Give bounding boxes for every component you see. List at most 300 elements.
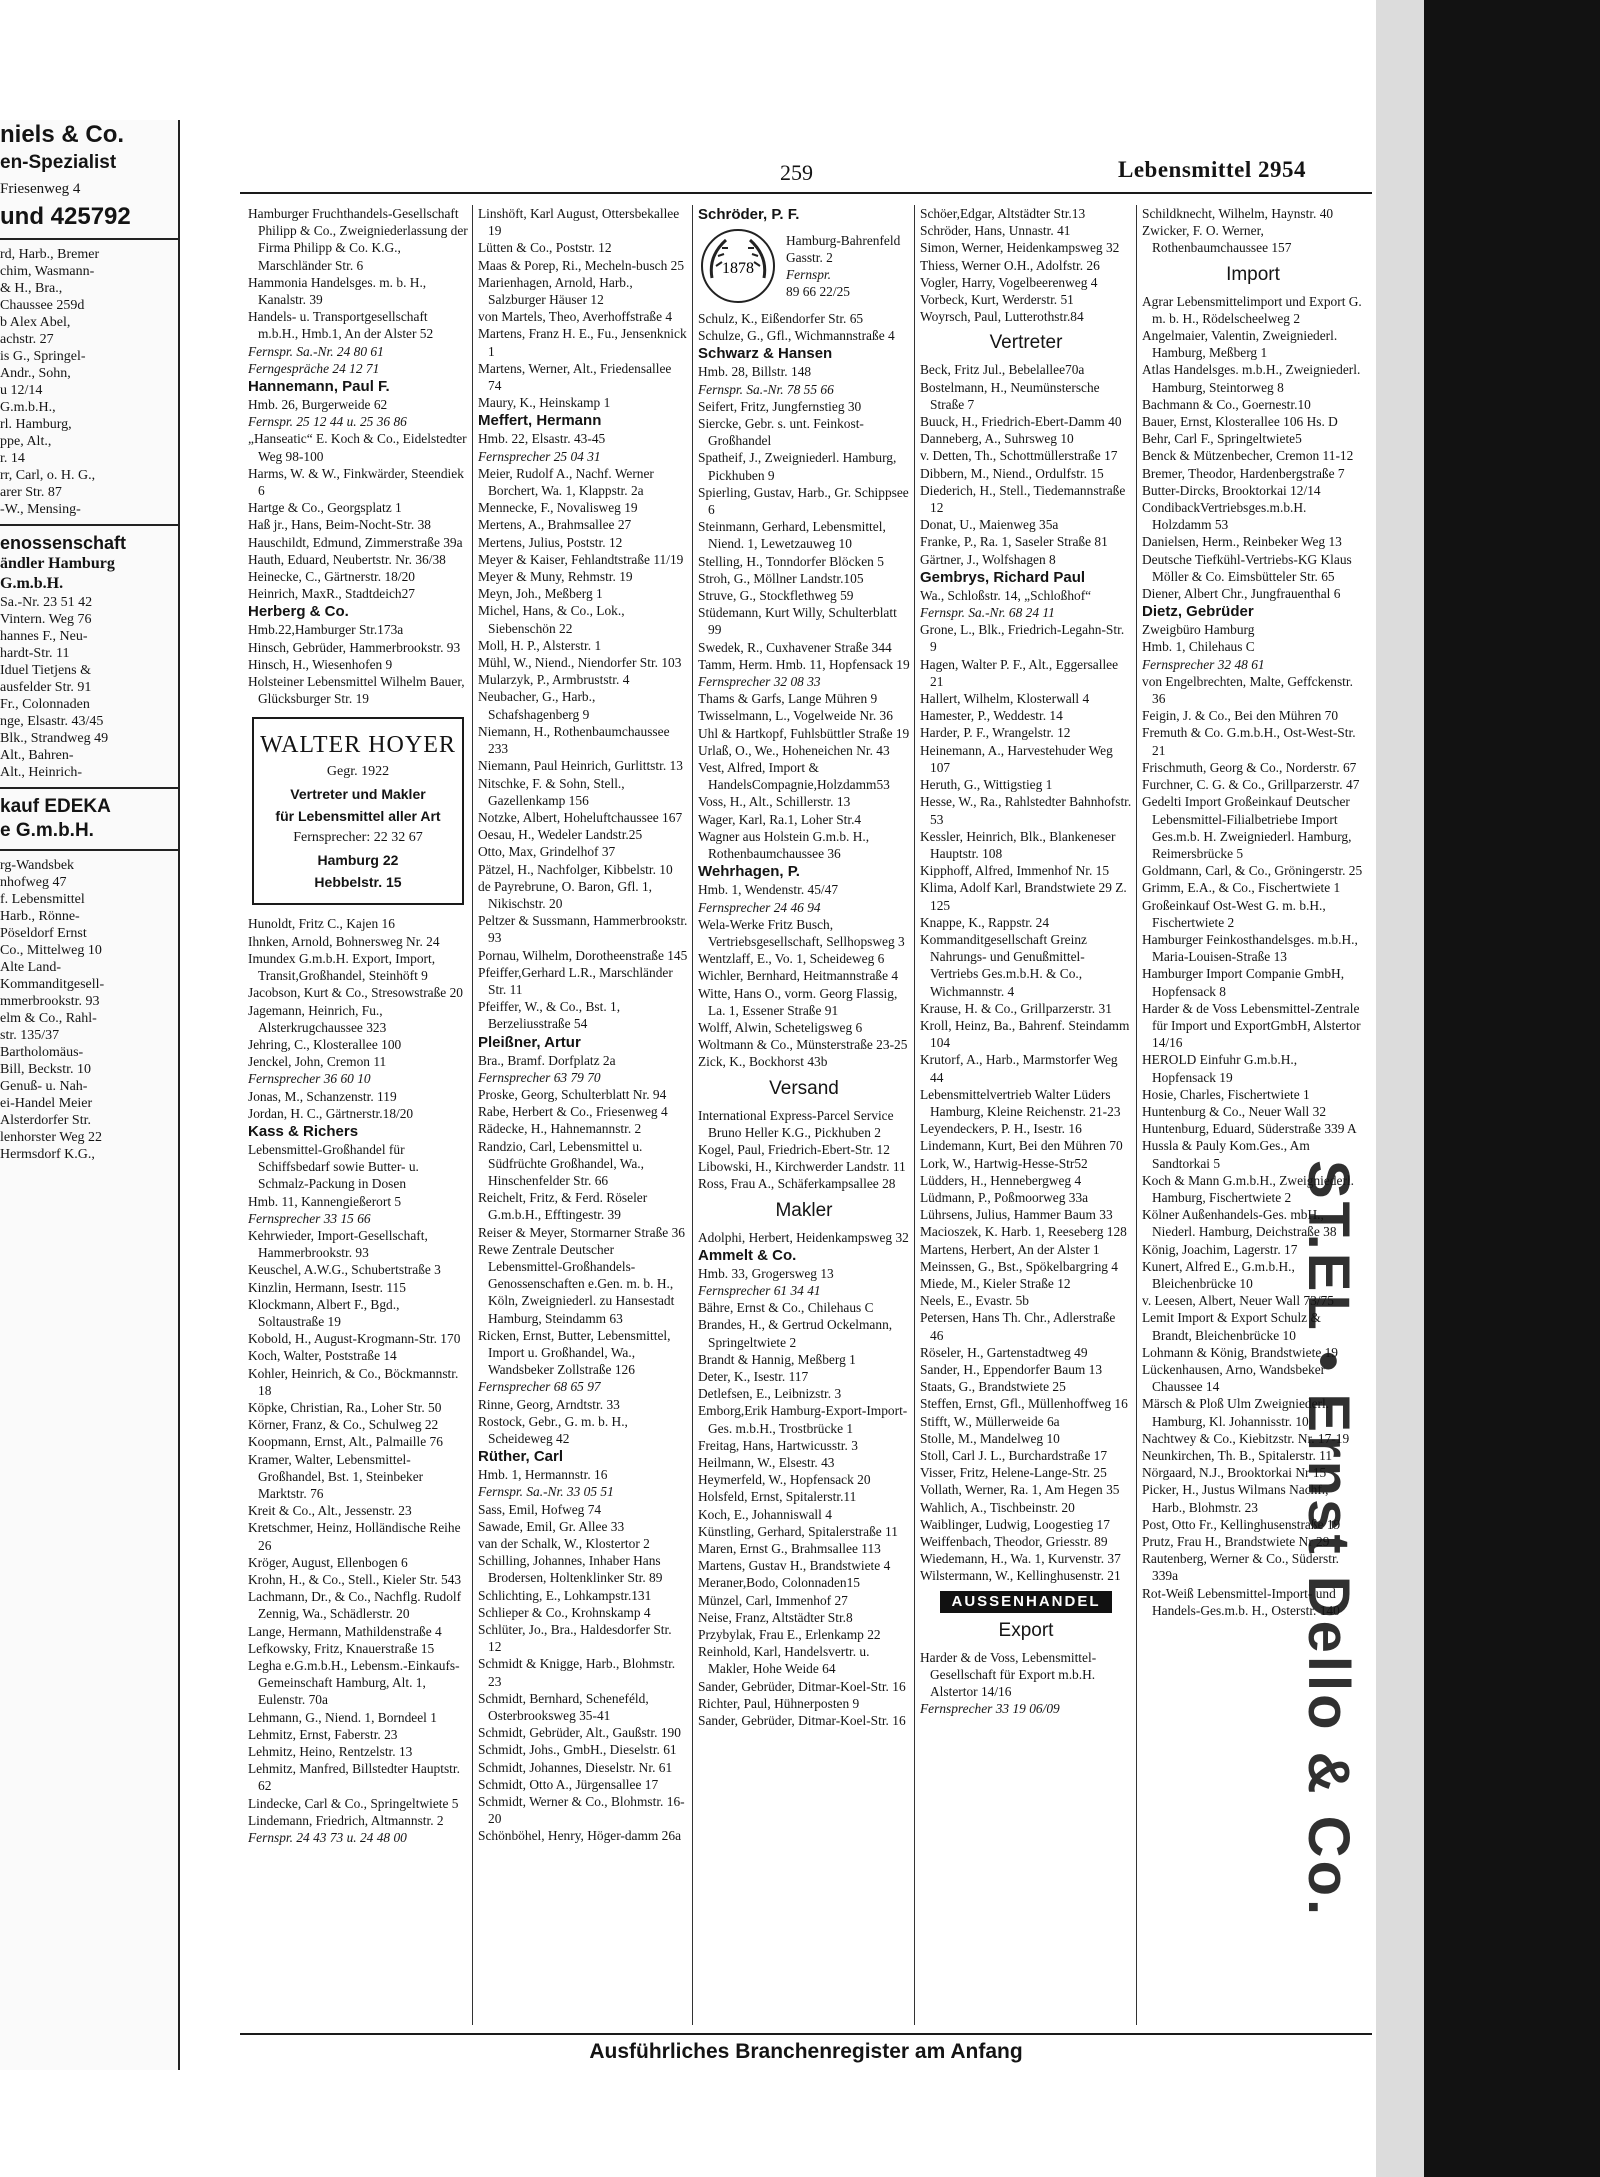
- directory-entry: Lehmann, G., Niend. 1, Borndeel 1: [248, 1709, 437, 1725]
- edge-rule: [0, 787, 178, 789]
- directory-entry: Angelmaier, Valentin, Zweigniederl. Hamburg, Meßberg 1: [1142, 328, 1338, 361]
- directory-entry: Kessler, Heinrich, Blk., Blankeneser Hauptstr. 108: [920, 828, 1116, 861]
- directory-entry: Harder & de Voss Lebensmittel-Zentrale für Import und ExportGmbH, Alstertor 14/16: [1142, 1000, 1361, 1051]
- directory-entry: Notzke, Albert, Hoheluftchaussee 167: [478, 809, 683, 825]
- directory-entry: Nitschke, F. & Sohn, Stell., Gazellenkamp 156: [478, 775, 625, 808]
- ad-street: Hebbelstr. 15: [314, 874, 402, 891]
- directory-entry: Knappe, K., Rappstr. 24: [920, 914, 1050, 930]
- directory-entry: Meyer & Kaiser, Fehlandtstraße 11/19: [478, 551, 684, 567]
- ad-city: Hamburg 22: [317, 852, 399, 869]
- directory-entry: Hamburger Feinkosthandelsges. m.b.H., Maria-Louisen-Straße 13: [1142, 931, 1358, 965]
- directory-entry: Frischmuth, Georg & Co., Norderstr. 67: [1142, 759, 1357, 775]
- directory-entry: Rot-Weiß Lebensmittel-Import- und Handels-Ges.m.b. H., Osterstr. 140: [1142, 1585, 1340, 1618]
- directory-entry: Voss, H., Alt., Schillerstr. 13: [698, 794, 851, 810]
- directory-entry: Handels- u. Transportgesellschaft m.b.H., Hmb.1, An der Alster 52: [248, 309, 434, 342]
- directory-entry: Koch, Walter, Poststraße 14: [248, 1348, 397, 1364]
- directory-entry: Hmb. 1, Hermannstr. 16: [478, 1467, 608, 1483]
- footer-rule: [240, 2033, 1372, 2035]
- edge-text-line: Alt., Heinrich-: [0, 765, 83, 780]
- directory-entry: Bachmann & Co., Goernestr.10: [1142, 396, 1311, 412]
- edge-text-line: ei-Handel Meier: [0, 1096, 93, 1111]
- directory-entry: Dibbern, M., Niend., Ordulfstr. 15: [920, 465, 1104, 481]
- directory-entry: Schmidt, Johannes, Dieselstr. Nr. 61: [478, 1759, 673, 1775]
- directory-entry: Klockmann, Albert F., Bgd., Soltaustraße 19: [248, 1296, 400, 1329]
- column-2: [478, 205, 688, 2025]
- edge-text-line: Andr., Sohn,: [0, 366, 71, 381]
- directory-entry: Michel, Hans, & Co., Lok., Siebenschön 22: [478, 603, 625, 636]
- directory-entry: Schulze, G., Gfl., Wichmannstraße 4: [698, 328, 895, 344]
- entry-list: [1142, 621, 1364, 1619]
- section-title: Lebensmittel 2954: [1118, 157, 1307, 182]
- edge-edeka-a: kauf EDEKA: [0, 796, 111, 817]
- directory-entry: Heruth, G., Wittigstieg 1: [920, 777, 1053, 793]
- bold-entry: Gembrys, Richard Paul: [920, 568, 1086, 586]
- directory-entry: „Hanseatic“ E. Koch & Co., Eidelstedter Weg 98-100: [248, 431, 467, 464]
- directory-entry: Schöer,Edgar, Altstädter Str.13: [920, 206, 1086, 221]
- edge-text-line: Blk., Strandweg 49: [0, 731, 109, 746]
- directory-entry: Reichelt, Fritz, & Ferd. Röseler G.m.b.H., Efftingestr. 39: [478, 1190, 648, 1223]
- directory-entry: Schmidt, Otto A., Jürgensallee 17: [478, 1776, 659, 1792]
- directory-entry: Ihnken, Arnold, Bohnersweg Nr. 24: [248, 933, 440, 949]
- directory-entry: Brandes, H., & Gertrud Ockelmann, Springeltwiete 2: [698, 1317, 893, 1350]
- edge-ad-name: niels & Co.: [0, 121, 125, 148]
- directory-entry: Rautenberg, Werner & Co., Süderstr. 339a: [1142, 1551, 1340, 1584]
- directory-entry: Lüdmann, P., Poßmoorweg 33a: [920, 1189, 1089, 1205]
- heading-makler: Makler: [775, 1199, 833, 1221]
- directory-entry: Otto, Max, Grindelhof 37: [478, 844, 616, 860]
- directory-entry: Hussla & Pauly Kom.Ges., Am Sandtorkai 5: [1142, 1138, 1310, 1171]
- directory-entry: Koch, E., Johanniswall 4: [698, 1506, 832, 1522]
- directory-entry: Lork, W., Hartwig-Hesse-Str52: [920, 1155, 1088, 1171]
- ad-line-1: Vertreter und Makler: [290, 786, 426, 803]
- directory-entry: Fernsprecher 68 65 97: [478, 1379, 601, 1395]
- directory-entry: Gärtner, J., Wolfshagen 8: [920, 551, 1056, 567]
- directory-entry: Meinssen, G., Bst., Spökelbargring 4: [920, 1258, 1119, 1274]
- directory-entry: HEROLD Einfuhr G.m.b.H., Hopfensack 19: [1142, 1052, 1298, 1085]
- directory-entry: Schlichting, E., Lohkampstr.131: [478, 1587, 652, 1603]
- edge-text-line: G.m.b.H.,: [0, 400, 56, 415]
- directory-entry: Körner, Franz, & Co., Schulweg 22: [248, 1417, 439, 1433]
- directory-entry: Reiser & Meyer, Stormarner Straße 36: [478, 1224, 685, 1240]
- directory-entry: Keuschel, A.W.G., Schubertstraße 3: [248, 1262, 441, 1278]
- directory-entry: Martens, Franz H. E., Fu., Jensenknick 1: [478, 326, 687, 359]
- directory-entry: Mühl, W., Niend., Niendorfer Str. 103: [478, 655, 682, 671]
- directory-entry: Oesau, H., Wedeler Landstr.25: [478, 827, 643, 843]
- edge-text-line: rr, Carl, o. H. G.,: [0, 468, 96, 483]
- directory-entry: Urlaß, O., We., Hoheneichen Nr. 43: [698, 742, 890, 758]
- directory-entry: Hallert, Wilhelm, Klosterwall 4: [920, 691, 1090, 707]
- edge-text-line: Co., Mittelweg 10: [0, 943, 102, 958]
- edge-text-line: Alsterdorfer Str.: [0, 1113, 91, 1128]
- directory-entry: Schröder, Hans, Unnastr. 41: [920, 223, 1071, 239]
- directory-entry: Buuck, H., Friedrich-Ebert-Damm 40: [920, 414, 1122, 430]
- directory-entry: von Engelbrechten, Malte, Geffckenstr. 36: [1142, 673, 1353, 707]
- directory-entry: Fernspr. 24 43 73 u. 24 48 00: [248, 1830, 407, 1846]
- edge-text-line: Bill, Beckstr. 10: [0, 1062, 91, 1077]
- directory-entry: Kroll, Heinz, Ba., Bahrenf. Steindamm 104: [920, 1017, 1130, 1051]
- directory-entry: Hinsch, Gebrüder, Hammerbrookstr. 93: [248, 639, 461, 655]
- ad-title: WALTER HOYER: [260, 732, 456, 759]
- directory-entry: Fremuth & Co. G.m.b.H., Ost-West-Str. 21: [1142, 725, 1356, 758]
- directory-entry: Lachmann, Dr., & Co., Nachflg. Rudolf Zennig, Wa., Schädlerstr. 20: [248, 1589, 462, 1622]
- directory-entry: Meyer & Muny, Rehmstr. 19: [478, 569, 633, 585]
- entry-list: [1142, 205, 1364, 257]
- directory-entry: Ferngespräche 24 12 71: [248, 360, 380, 376]
- directory-entry: Furchner, C. G. & Co., Grillparzerstr. 47: [1142, 777, 1360, 793]
- directory-entry: Neunkirchen, Th. B., Spitalerstr. 11: [1142, 1448, 1333, 1464]
- directory-entry: Randzio, Carl, Lebensmittel u. Südfrüchte Großhandel, Wa., Hinschenfelder Str. 66: [478, 1138, 644, 1188]
- entry-list: [920, 205, 1132, 325]
- directory-entry: Steinmann, Gerhard, Lebensmittel, Niend. 1, Lewetzauweg 10: [698, 519, 886, 552]
- directory-entry: Danneberg, A., Suhrsweg 10: [920, 431, 1074, 447]
- directory-entry: Stelling, H., Tonndorfer Blöcken 5: [698, 553, 884, 569]
- directory-entry: Künstling, Gerhard, Spitalerstraße 11: [698, 1523, 898, 1539]
- directory-entry: Münzel, Carl, Immenhof 27: [698, 1592, 848, 1608]
- entry-list: [698, 363, 910, 862]
- column-divider: [914, 205, 915, 2025]
- edge-text-line: hardt-Str. 11: [0, 646, 70, 661]
- directory-entry: Neels, E., Evastr. 5b: [920, 1293, 1029, 1309]
- bold-entry: Kass & Richers: [248, 1122, 359, 1140]
- edge-text-line: u 12/14: [0, 383, 43, 398]
- wreath-logo-icon: [698, 226, 778, 306]
- edge-text-line: Hermsdorf K.G.,: [0, 1147, 95, 1162]
- edge-lines-b: [0, 594, 178, 781]
- directory-entry: Wiedemann, H., Wa. 1, Kurvenstr. 37: [920, 1551, 1121, 1567]
- directory-entry: Schlieper & Co., Krohnskamp 4: [478, 1604, 651, 1620]
- directory-entry: Imundex G.m.b.H. Export, Import, Transit,Großhandel, Steinhöft 9: [248, 950, 436, 984]
- edge-rule: [0, 238, 178, 240]
- edge-text-line: Kommanditgesell-: [0, 977, 105, 992]
- directory-entry: Fernspr. Sa.-Nr. 33 05 51: [478, 1484, 614, 1500]
- directory-entry: Thiess, Werner O.H., Adolfstr. 26: [920, 257, 1100, 273]
- edge-ad-address: Friesenweg 4: [0, 181, 81, 197]
- directory-entry: Waiblinger, Ludwig, Loogestieg 17: [920, 1516, 1110, 1532]
- directory-entry: Mennecke, F., Novalisweg 19: [478, 500, 638, 516]
- edge-text-line: ppe, Alt.,: [0, 434, 52, 449]
- directory-entry: International Express-Parcel Service Bruno Heller K.G., Pickhuben 2: [698, 1107, 894, 1140]
- entry-list: [478, 1466, 688, 1844]
- directory-entry: Staats, G., Brandstwiete 25: [920, 1379, 1066, 1395]
- directory-entry: Wager, Karl, Ra.1, Loher Str.4: [698, 811, 862, 827]
- directory-entry: Kinzlin, Hermann, Isestr. 115: [248, 1279, 406, 1295]
- edge-coop-gmbh: G.m.b.H.: [0, 575, 64, 592]
- directory-entry: Huntenburg, Eduard, Süderstraße 339 A: [1142, 1121, 1357, 1137]
- edge-ad-specialist: en-Spezialist: [0, 152, 117, 173]
- directory-entry: Fernsprecher 33 15 66: [248, 1210, 371, 1226]
- directory-entry: Lührsens, Julius, Hammer Baum 33: [920, 1207, 1113, 1223]
- directory-entry: Stolle, M., Mandelweg 10: [920, 1430, 1060, 1446]
- edge-text-line: -W., Mensing-: [0, 502, 81, 517]
- ad-line-2: für Lebensmittel aller Art: [275, 808, 441, 825]
- bold-entry: Pleißner, Artur: [478, 1033, 581, 1051]
- directory-entry: Hesse, W., Ra., Rahlstedter Bahnhofstr. 53: [920, 794, 1132, 827]
- directory-entry: Pfeiffer, W., & Co., Bst. 1, Berzeliusstraße 54: [478, 999, 621, 1032]
- edge-text-line: chim, Wasmann-: [0, 264, 95, 279]
- directory-entry: Rädecke, H., Hahnemannstr. 2: [478, 1121, 642, 1137]
- entry-list: [248, 1141, 468, 1846]
- directory-entry: Sass, Emil, Hofweg 74: [478, 1501, 602, 1517]
- directory-entry: Lindecke, Carl & Co., Springeltwiete 5: [248, 1795, 459, 1811]
- directory-entry: Mularzyk, P., Armbruststr. 4: [478, 672, 630, 688]
- directory-entry: Holsfeld, Ernst, Spitalerstr.11: [698, 1489, 857, 1505]
- entry-list: [478, 430, 688, 1032]
- heading-export: Export: [998, 1619, 1054, 1641]
- directory-entry: Jacobson, Kurt & Co., Stresowstraße 20: [248, 985, 463, 1001]
- directory-entry: Lebensmittel-Großhandel für Schiffsbedarf sowie Butter- u. Schmalz-Packung in Dosen: [248, 1141, 419, 1192]
- directory-entry: Kreit & Co., Alt., Jessenstr. 23: [248, 1503, 412, 1519]
- directory-entry: Kobold, H., August-Krogmann-Str. 170: [248, 1331, 461, 1347]
- directory-entry: Thams & Garfs, Lange Mühren 9: [698, 691, 878, 707]
- directory-entry: Richter, Paul, Hühnerposten 9: [698, 1695, 860, 1711]
- banner-aussenhandel: AUSSENHANDEL: [940, 1591, 1112, 1613]
- directory-entry: Hunoldt, Fritz C., Kajen 16: [248, 916, 395, 932]
- directory-entry: Twisselmann, L., Vogelweide Nr. 36: [698, 708, 893, 724]
- edge-text-line: ausfelder Str. 91: [0, 680, 92, 695]
- edge-text-line: r. 14: [0, 451, 25, 466]
- directory-entry: Proske, Georg, Schulterblatt Nr. 94: [478, 1086, 667, 1102]
- entry-list: [248, 396, 468, 602]
- edge-text-line: Harb., Rönne-: [0, 909, 80, 924]
- directory-entry: Krohn, H., & Co., Stell., Kieler Str. 543: [248, 1572, 462, 1587]
- entry-list: [478, 205, 688, 411]
- directory-entry: Struve, G., Stockflethweg 59: [698, 588, 854, 604]
- bold-entry: Schröder, P. F.: [698, 206, 800, 223]
- directory-entry: Goldmann, Carl, & Co., Gröningerstr. 25: [1142, 863, 1363, 879]
- directory-entry: Sander, Gebrüder, Ditmar-Koel-Str. 16: [698, 1678, 906, 1694]
- edge-text-line: Iduel Tietjens &: [0, 663, 92, 678]
- directory-entry: Seifert, Fritz, Jungfernstieg 30: [698, 398, 862, 414]
- edge-rule: [0, 524, 178, 526]
- directory-entry: Marienhagen, Arnold, Harb., Salzburger Häuser 12: [478, 274, 633, 308]
- directory-entry: Freitag, Hans, Hartwicusstr. 3: [698, 1437, 858, 1453]
- directory-entry: Harms, W. & W., Finkwärder, Steendiek 6: [248, 465, 464, 499]
- directory-entry: Sander, H., Eppendorfer Baum 13: [920, 1362, 1103, 1377]
- entry-list: [920, 587, 1132, 1585]
- book-spine: [1376, 0, 1424, 2177]
- directory-entry: Stroh, G., Möllner Landstr.105: [698, 570, 864, 586]
- directory-entry: Holsteiner Lebensmittel Wilhelm Bauer, Glücksburger Str. 19: [248, 674, 465, 707]
- directory-entry: Kehrwieder, Import-Gesellschaft, Hammerbrookstr. 93: [248, 1227, 428, 1261]
- directory-entry: Harder & de Voss, Lebensmittel-Gesellschaft für Export m.b.H. Alstertor 14/16: [920, 1649, 1097, 1700]
- directory-entry: Woyrsch, Paul, Lutterothstr.84: [920, 309, 1084, 325]
- heading-import: Import: [1226, 263, 1280, 285]
- bold-entry: Meffert, Hermann: [478, 412, 602, 430]
- bold-entry: Herberg & Co.: [248, 603, 349, 621]
- directory-entry: Stüdemann, Kurt Willy, Schulterblatt 99: [698, 605, 897, 638]
- edge-text-line: achstr. 27: [0, 332, 54, 347]
- directory-entry: Maren, Ernst G., Brahmsallee 113: [698, 1541, 881, 1556]
- directory-entry: Bähre, Ernst & Co., Chilehaus C: [698, 1300, 874, 1316]
- directory-entry: Fernspr. 25 12 44 u. 25 36 86: [248, 414, 407, 430]
- directory-entry: Kunert, Alfred E., G.m.b.H., Bleichenbrücke 10: [1142, 1258, 1295, 1291]
- directory-entry: Wolff, Alwin, Scheteligsweg 6: [698, 1019, 863, 1035]
- edge-text-line: rd, Harb., Bremer: [0, 247, 100, 262]
- directory-entry: Meraner,Bodo, Colonnaden15: [698, 1575, 860, 1591]
- entry-list: [698, 1107, 910, 1193]
- directory-entry: Mertens, Julius, Poststr. 12: [478, 534, 623, 550]
- directory-entry: Pätzel, H., Nachfolger, Kibbelstr. 10: [478, 861, 673, 877]
- directory-entry: Reinhold, Karl, Handelsvertr. u. Makler, Hohe Weide 64: [698, 1644, 870, 1677]
- logo-address: [786, 232, 900, 301]
- entry-list: [698, 881, 910, 1070]
- directory-entry: Wichler, Bernhard, Heitmannstraße 4: [698, 968, 899, 984]
- directory-entry: van der Schalk, W., Klostertor 2: [478, 1536, 650, 1552]
- directory-entry: Gedelti Import Großeinkauf Deutscher Lebensmittel-Filialbetriebe Import Ges.m.b. H. Zweigniederl. Hamburg, Reimersbrücke 5: [1142, 794, 1352, 861]
- directory-entry: Agrar Lebensmittelimport und Export G. m. b. H., Rödelscheelweg 2: [1142, 293, 1362, 326]
- directory-entry: Schmidt, Bernhard, Scheneféld, Osterbrooksweg 35-41: [478, 1690, 649, 1724]
- directory-entry: Schildknecht, Wilhelm, Haynstr. 40: [1142, 206, 1334, 221]
- directory-entry: Koopmann, Ernst, Alt., Palmaille 76: [248, 1434, 443, 1450]
- edge-rule: [0, 849, 178, 851]
- directory-entry: Schmidt, Johs., GmbH., Dieselstr. 61: [478, 1742, 677, 1758]
- directory-entry: Jonas, M., Schanzenstr. 119: [248, 1088, 397, 1104]
- directory-entry: von Martels, Theo, Averhoffstraße 4: [478, 309, 673, 325]
- directory-entry: v. Detten, Th., Schottmüllerstraße 17: [920, 448, 1118, 464]
- directory-entry: Prutz, Frau H., Brandstwiete Nr 29: [1142, 1534, 1330, 1550]
- directory-entry: Hagen, Walter P. F., Alt., Eggersallee 21: [920, 656, 1119, 689]
- edge-lines-c: [0, 857, 178, 1163]
- logo-address-line: Fernspr.: [786, 267, 832, 282]
- ad-phone: Fernsprecher: 22 32 67: [293, 830, 423, 846]
- directory-entry: Haß jr., Hans, Beim-Nocht-Str. 38: [248, 517, 431, 533]
- entry-list: [248, 205, 468, 377]
- column-divider: [692, 205, 693, 2025]
- edge-text-line: str. 135/37: [0, 1028, 60, 1043]
- directory-entry: Pornau, Wilhelm, Dorotheenstraße 145: [478, 947, 688, 963]
- directory-entry: Großeinkauf Ost-West G. m. b.H., Fischertwiete 2: [1142, 897, 1326, 930]
- directory-entry: Grone, L., Blk., Friedrich-Legahn-Str. 9: [920, 622, 1125, 655]
- directory-entry: Simon, Werner, Heidenkampsweg 32: [920, 240, 1120, 256]
- directory-entry: Fernsprecher 33 19 06/09: [920, 1701, 1060, 1717]
- directory-entry: Fernsprecher 36 60 10: [248, 1071, 371, 1087]
- bold-entry: Dietz, Gebrüder: [1142, 603, 1254, 621]
- directory-entry: Wilstermann, W., Kellinghusenstr. 21: [920, 1568, 1121, 1584]
- directory-entry: Vogler, Harry, Vogelbeerenweg 4: [920, 274, 1098, 290]
- bold-entry: Rüther, Carl: [478, 1448, 564, 1466]
- directory-entry: Zweigbüro Hamburg: [1142, 622, 1255, 638]
- edge-lines-a: [0, 246, 178, 518]
- directory-entry: Donat, U., Maienweg 35a: [920, 517, 1059, 533]
- directory-entry: Behr, Carl F., Springeltwiete5: [1142, 431, 1302, 447]
- directory-entry: Heinecke, C., Gärtnerstr. 18/20: [248, 569, 415, 585]
- directory-entry: Schmidt, Werner & Co., Blohmstr. 16-20: [478, 1794, 685, 1827]
- directory-entry: Fernsprecher 63 79 70: [478, 1069, 601, 1085]
- directory-entry: Schlüter, Jo., Bra., Haldesdorfer Str. 12: [478, 1622, 672, 1655]
- directory-entry: Kogel, Paul, Friedrich-Ebert-Str. 12: [698, 1141, 890, 1157]
- directory-entry: Koch & Mann G.m.b.H., Zweigniederl. Hamburg, Fischertwiete 2: [1142, 1172, 1354, 1205]
- directory-entry: Hauschildt, Edmund, Zimmerstraße 39a: [248, 534, 463, 550]
- logo-address-line: 89 66 22/25: [786, 284, 850, 300]
- directory-entry: Schulz, K., Eißendorfer Str. 65: [698, 311, 864, 326]
- directory-entry: Hammonia Handelsges. m. b. H., Kanalstr. 39: [248, 274, 427, 308]
- directory-entry: Fernsprecher 32 48 61: [1142, 656, 1265, 672]
- directory-entry: Hamburger Fruchthandels-Gesellschaft Philipp & Co., Zweigniederlassung der Firma Philipp & Co. K.G., Marschländer Str. 6: [248, 206, 468, 273]
- entry-list: [698, 1265, 910, 1729]
- directory-entry: Niemann, H., Rothenbaumchaussee 233: [478, 723, 670, 757]
- edge-text-line: rg-Wandsbek: [0, 858, 75, 873]
- directory-entry: Pfeiffer,Gerhard L.R., Marschländer Str. 11: [478, 964, 673, 997]
- directory-entry: Köpke, Christian, Ra., Loher Str. 50: [248, 1399, 442, 1415]
- directory-entry: Lütten & Co., Poststr. 12: [478, 240, 612, 256]
- directory-entry: Fernsprecher 25 04 31: [478, 448, 601, 464]
- entry-list: [248, 915, 468, 1121]
- directory-entry: Schönböhel, Henry, Höger-damm 26a: [478, 1828, 682, 1844]
- directory-entry: Nachtwey & Co., Kiebitzstr. Nr. 17-19: [1142, 1430, 1350, 1446]
- entry-list: [478, 1052, 688, 1448]
- directory-entry: Brandt & Hannig, Meßberg 1: [698, 1351, 856, 1367]
- directory-entry: Lohmann & König, Brandstwiete 19: [1142, 1344, 1338, 1360]
- edge-text-line: Sa.-Nr. 23 51 42: [0, 595, 93, 610]
- directory-entry: Stoll, Carl J. L., Burchardstraße 17: [920, 1448, 1108, 1464]
- directory-entry: Kretschmer, Heinz, Holländische Reihe 26: [248, 1520, 461, 1553]
- column-divider: [1136, 205, 1137, 2025]
- edge-ad-phone: und 425792: [0, 203, 131, 230]
- directory-entry: Franke, P., Ra. 1, Saseler Straße 81: [920, 534, 1108, 550]
- directory-entry: Visser, Fritz, Helene-Lange-Str. 25: [920, 1465, 1107, 1481]
- directory-entry: Hmb. 22, Elsastr. 43-45: [478, 431, 606, 447]
- directory-entry: Jehring, C., Klosterallee 100: [248, 1036, 402, 1052]
- directory-entry: Bauer, Ernst, Klosterallee 106 Hs. D: [1142, 414, 1338, 430]
- directory-entry: Lückenhausen, Arno, Wandsbeker Chaussee 14: [1142, 1362, 1326, 1395]
- directory-entry: Nörgaard, N.J., Brooktorkai Nr 15: [1142, 1465, 1327, 1481]
- logo-year: 1878: [722, 260, 754, 277]
- directory-entry: Lebensmittelvertrieb Walter Lüders Hamburg, Kleine Reichenstr. 21-23: [920, 1086, 1121, 1119]
- directory-entry: Uhl & Hartkopf, Fuhlsbüttler Straße 19: [698, 725, 910, 741]
- directory-entry: König, Joachim, Lagerstr. 17: [1142, 1241, 1298, 1257]
- directory-entry: Vollath, Werner, Ra. 1, Am Hegen 35: [920, 1482, 1120, 1498]
- heading-versand: Versand: [769, 1077, 839, 1099]
- directory-entry: Maury, K., Heinskamp 1: [478, 395, 611, 411]
- directory-entry: Sander, Gebrüder, Ditmar-Koel-Str. 16: [698, 1713, 906, 1729]
- directory-entry: Lange, Hermann, Mathildenstraße 4: [248, 1623, 442, 1639]
- edge-text-line: Bartholomäus-: [0, 1045, 84, 1060]
- directory-entry: Atlas Handelsges. m.b.H., Zweigniederl. Hamburg, Steintorweg 8: [1142, 362, 1361, 395]
- edge-coop-title: enossenschaft: [0, 533, 127, 553]
- directory-entry: Rewe Zentrale Deutscher Lebensmittel-Großhandels-Genossenschaften e.Gen. m. b. H., Köln, Zweigniederl. zu Hansestadt Hamburg, Steindamm 63: [478, 1241, 675, 1326]
- edge-text-line: nge, Elsastr. 43/45: [0, 714, 104, 729]
- directory-entry: Fernsprecher 61 34 41: [698, 1282, 821, 1298]
- directory-entry: Lefkowsky, Fritz, Knauerstraße 15: [248, 1640, 435, 1656]
- bold-entry: Wehrhagen, P.: [698, 863, 800, 881]
- bold-entry: Schwarz & Hansen: [698, 345, 833, 363]
- directory-entry: Kröger, August, Ellenbogen 6: [248, 1554, 408, 1570]
- edge-text-line: is G., Springel-: [0, 349, 86, 364]
- adjacent-page-edge: [0, 120, 180, 2070]
- edge-coop-sub: ändler Hamburg: [0, 555, 115, 572]
- edge-text-line: f. Lebensmittel: [0, 892, 85, 907]
- directory-entry: Rabe, Herbert & Co., Friesenweg 4: [478, 1104, 668, 1120]
- directory-entry: Feigin, J. & Co., Bei den Mühren 70: [1142, 708, 1339, 724]
- directory-entry: Beck, Fritz Jul., Bebelallee70a: [920, 362, 1085, 378]
- directory-entry: Wagner aus Holstein G.m.b. H., Rothenbaumchaussee 36: [698, 828, 870, 862]
- directory-entry: Krause, H. & Co., Grillparzerstr. 31: [920, 1000, 1112, 1016]
- directory-entry: Kohler, Heinrich, & Co., Böckmannstr. 18: [248, 1365, 459, 1398]
- directory-entry: Vest, Alfred, Import & HandelsCompagnie,Holzdamm53: [698, 760, 890, 793]
- directory-entry: Sawade, Emil, Gr. Allee 33: [478, 1518, 625, 1534]
- directory-entry: Picker, H., Justus Wilmans Nachf., Harb., Blohmstr. 23: [1142, 1482, 1329, 1515]
- column-3: [698, 205, 910, 2025]
- directory-entry: Deter, K., Isestr. 117: [698, 1368, 809, 1384]
- directory-entry: Ricken, Ernst, Butter, Lebensmittel, Import u. Großhandel, Wa., Wandsbeker Zollstraße 126: [478, 1327, 671, 1378]
- directory-entry: Hmb.22,Hamburger Str.173a: [248, 622, 404, 638]
- directory-entry: Schilling, Johannes, Inhaber Hans Brodersen, Holtenklinker Str. 89: [478, 1553, 663, 1586]
- directory-entry: Jordan, H. C., Gärtnerstr.18/20: [248, 1105, 414, 1121]
- edge-text-line: rl. Hamburg,: [0, 417, 72, 432]
- directory-entry: Bra., Bramf. Dorfplatz 2a: [478, 1052, 616, 1068]
- directory-entry: Adolphi, Herbert, Heidenkampsweg 32: [698, 1229, 909, 1245]
- directory-entry: Röseler, H., Gartenstadtweg 49: [920, 1344, 1088, 1360]
